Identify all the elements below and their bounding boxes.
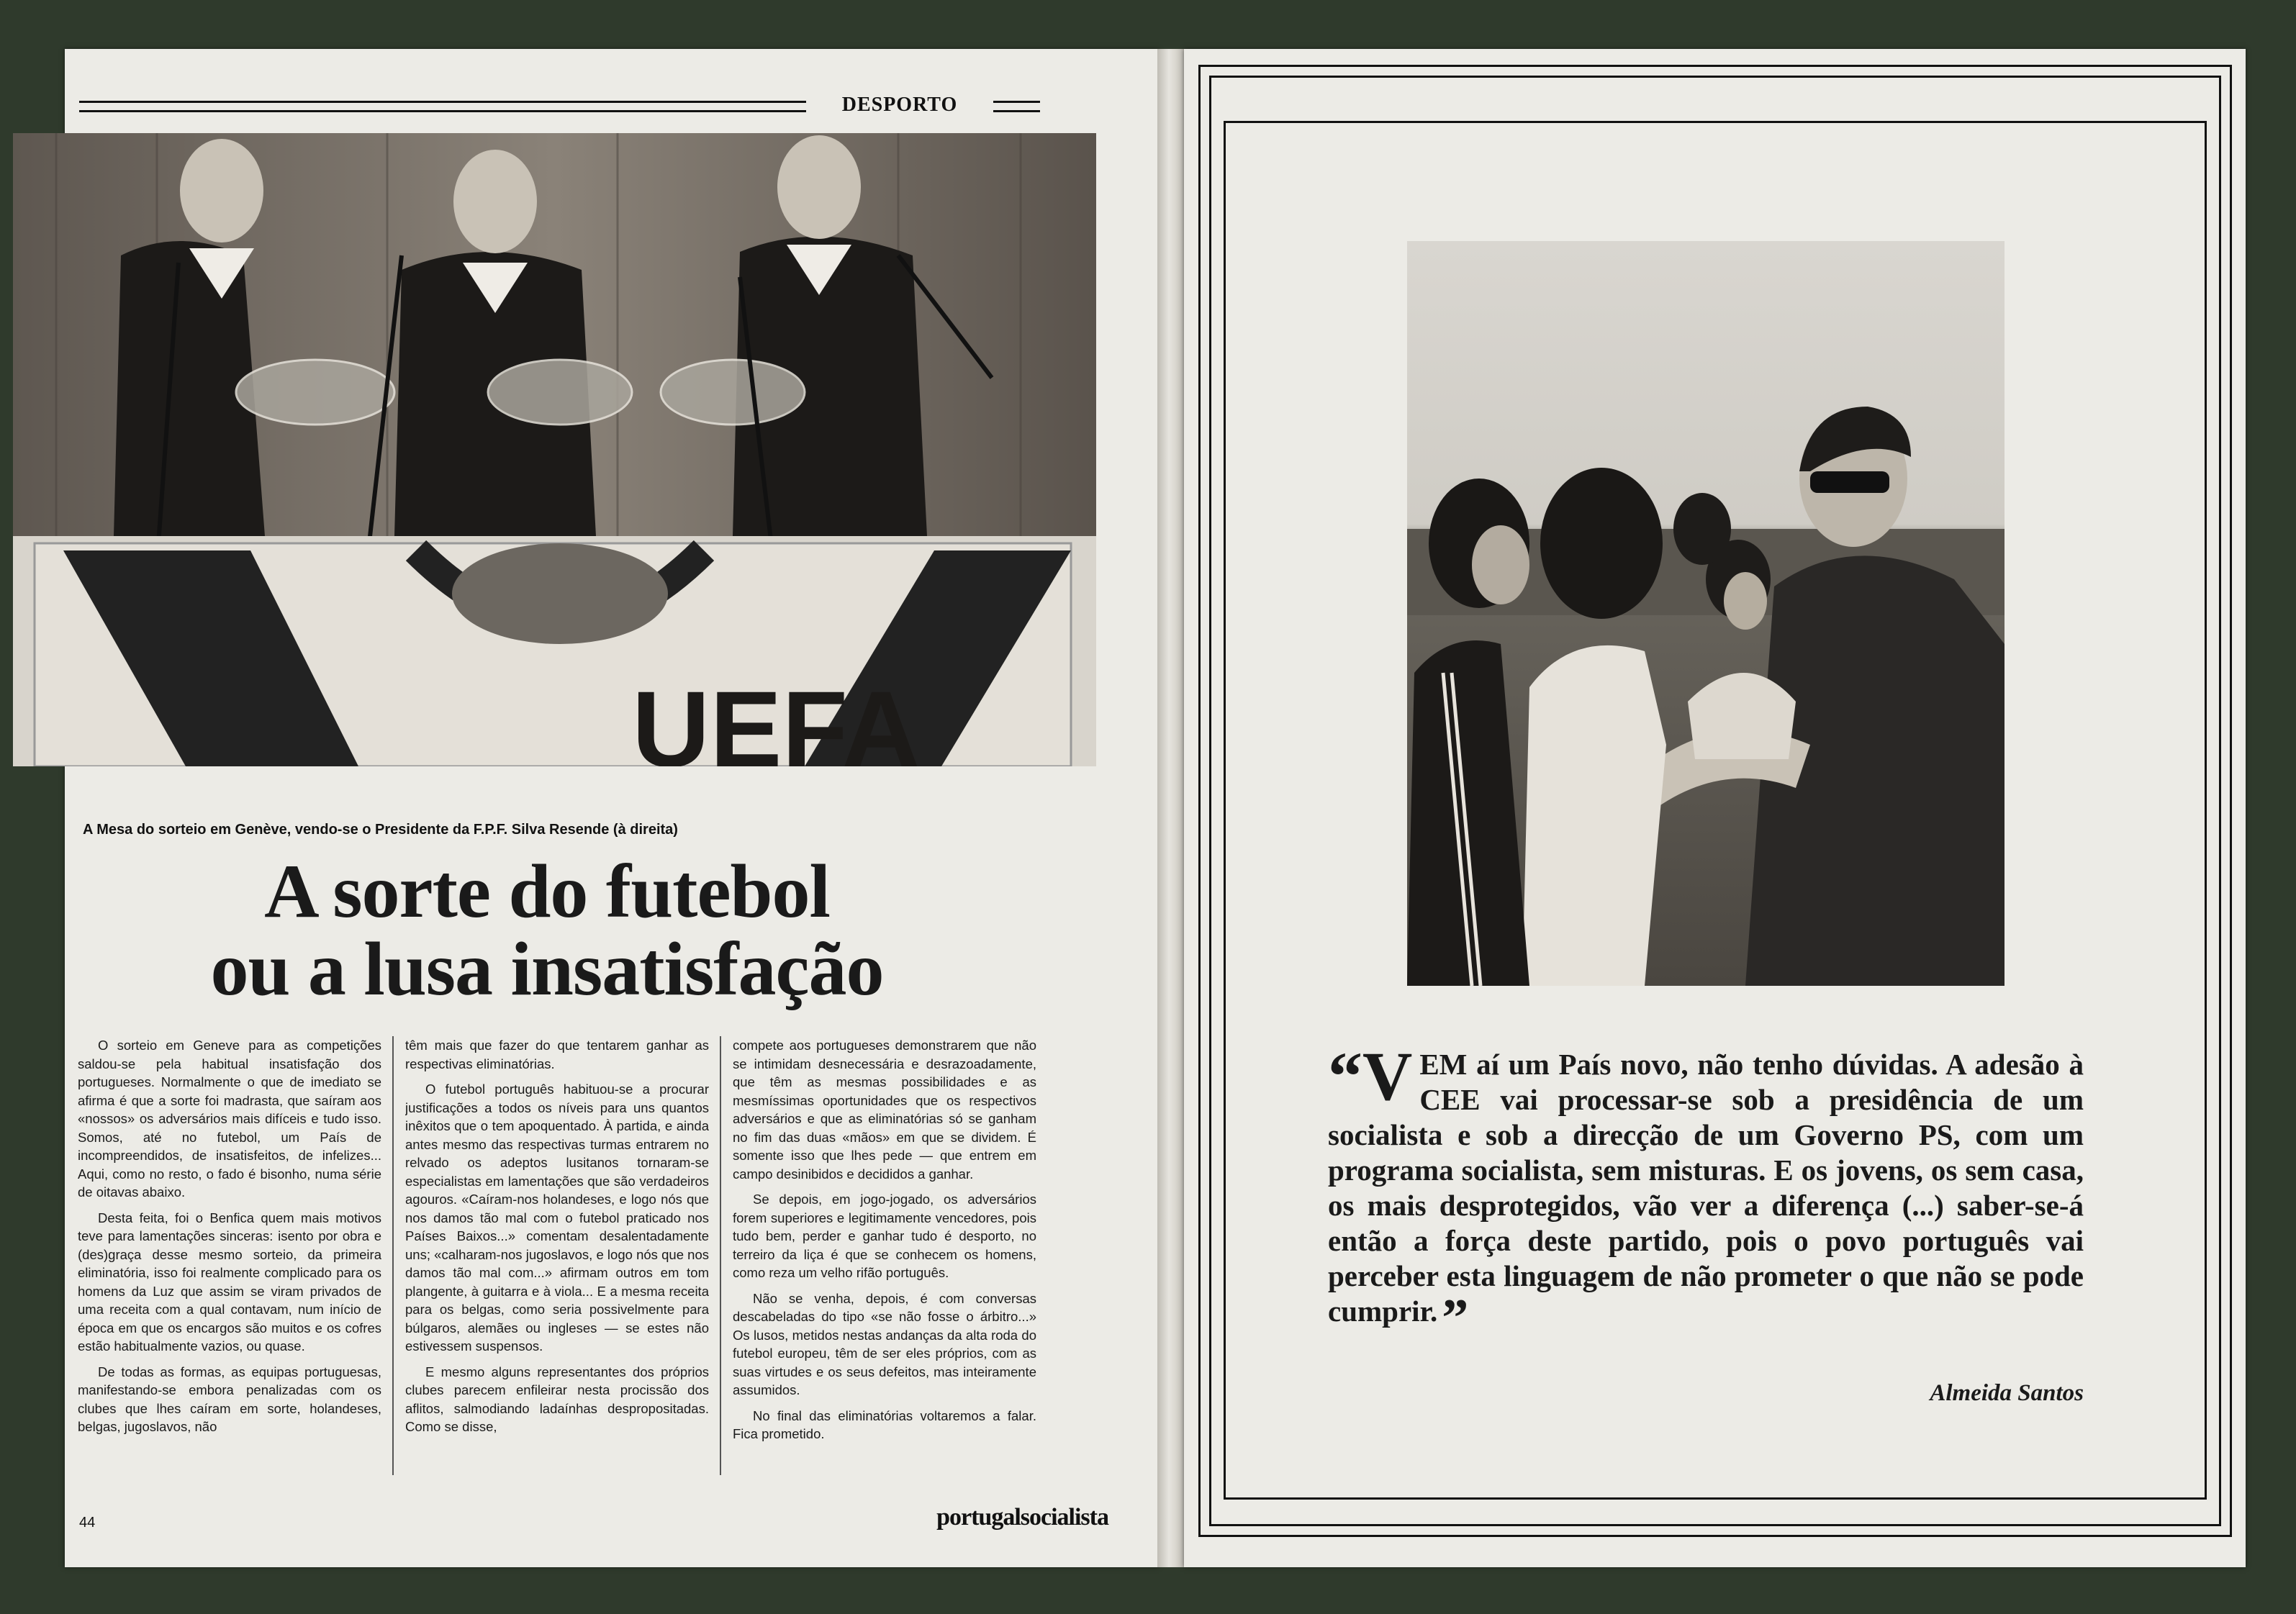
quote-open-mark: “ (1328, 1038, 1362, 1115)
paragraph: E mesmo alguns representantes dos próprios clubes parecem enfileirar nesta procissão dos aflitos, salmodiando ladaínhas despropositadas. Como se disse, (405, 1364, 709, 1434)
column-divider (392, 1036, 394, 1475)
article-column-3 (733, 1036, 1036, 1475)
paragraph: No final das eliminatórias voltaremos a falar. Fica prometido. (733, 1407, 1036, 1441)
greeting-photo-illustration (1407, 241, 2005, 986)
masthead-logo: portugalsocialista (936, 1504, 1108, 1531)
uefa-draw-photo-illustration (13, 133, 1096, 766)
headline-line-1: A sorte do futebol (264, 849, 830, 933)
paragraph: têm mais que fazer do que tentarem ganhar as respectivas eliminatórias. (405, 1038, 709, 1071)
article-headline (36, 849, 1058, 1011)
pull-quote (1328, 1038, 2084, 1348)
binding-gutter (1157, 49, 1186, 1567)
photo-caption: A Mesa do sorteio em Genève, vendo-se o Presidente da F.P.F. Silva Resende (à direita) (83, 822, 678, 838)
article-column-2 (405, 1036, 709, 1475)
header-rule-left (79, 101, 806, 112)
paragraph: O futebol português habituou-se a procurar justificações a todos os níveis para uns quantos inêxitos que o tem apoquentado. À partida, e ainda antes mesmo das respectivas turmas entrarem no relvado os adeptos lusitanos tornaram-se especialistas em lamentações que são verdadeiros agouros. «Caíram-nos holandeses, e logo nós que nos damos tão mal com o futebol praticado nos Países Baixos...» comentam desalentadamente uns; «calharam-nos jugoslavos, e logo nós que nos damos tão mal com...» afirmam outros em tom plangente, à guitarra e à viola... E a mesma receita para os belgas, como seria possivelmente para búlgaros, alemães ou ingleses — se estes não estivessem suspensos. (405, 1082, 709, 1354)
quote-text: EM aí um País novo, não tenho dúvidas. A adesão à CEE vai processar-se sob a presidência de um socialista e sob a direcção de um Governo PS, com um programa socialista, sem misturas. E os jovens, os sem casa, os mais desprotegidos, vão ver a diferença (...) saber-se-á então a força deste partido, pois o povo português vai perceber esta linguagem de não prometer o que não se pode cumprir. (1328, 1048, 2084, 1328)
paragraph: Não se venha, depois, é com conversas descabeladas do tipo «se não fosse o árbitro...» Os lusos, metidos nestas andanças da alta roda do futebol europeu, têm de ser eles próprios, com as suas virtudes e os seus defeitos, mas inteiramente assumidos. (733, 1290, 1036, 1397)
quote-close-mark: ” (1442, 1289, 1469, 1348)
page-number: 44 (79, 1515, 96, 1531)
quote-author: Almeida Santos (1930, 1380, 2084, 1406)
quote-drop-cap (1328, 1038, 1413, 1115)
greeting-photo (1407, 241, 2005, 986)
quote-initial: V (1362, 1038, 1413, 1115)
paragraph: De todas as formas, as equipas portuguesas, manifestando-se embora penalizadas com os clubes que lhes caíram em sorte, holandeses, belgas, jugoslavos, não (78, 1364, 381, 1434)
section-header (79, 94, 1040, 115)
headline-line-2: ou a lusa insatisfação (210, 927, 884, 1011)
paragraph: Se depois, em jogo-jogado, os adversários forem superiores e legitimamente vencedores, pois tudo bem, perder e ganhar tudo é desporto, no terreiro da liça é que se conhecem os homens, como reza um velho rifão português. (733, 1192, 1036, 1280)
paragraph: compete aos portugueses demonstrarem que não se intimidam desnecessária e desrazoadamente, que têm as mesmas possibilidades e as mesmíssimas oportunidades que os respectivos adversários e que as eliminatórias só se ganham no fim das duas «mãos» em que se dividem. É somente isso que lhes pede — que entrem em campo desinibidos e decididos a ganhar. (733, 1038, 1036, 1182)
paragraph: O sorteio em Geneve para as competições saldou-se pela habitual insatisfação dos portugueses. Normalmente o que de imediato se afirma é que a sorte foi madrasta, que saíram aos «nossos» os adversários mais difíceis e tudo isso. Somos, até no futebol, um País de incompreendidos, de insatisfeitos, de infelizes... Aqui, como no resto, o fado é bisonho, numa série de oitavas abaixo. (78, 1038, 381, 1200)
paragraph: Desta feita, foi o Benfica quem mais motivos teve para lamentações sinceras: isento por obra e (des)graça desse mesmo sorteio, da primeira eliminatória, isso foi realmente complicado para os homens da Luz que assim se viram privados de uma receita com a qual contavam, num início de época em que os encargos são muitos e os cofres estão habitualmente vazios, ou quase. (78, 1210, 381, 1354)
uefa-banner-text: UEFA (632, 668, 921, 766)
uefa-draw-photo (13, 133, 1096, 766)
article-column-1 (78, 1036, 381, 1475)
column-divider (720, 1036, 721, 1475)
article-body (78, 1036, 1039, 1475)
header-rule-right (993, 101, 1040, 112)
section-label: DESPORTO (841, 94, 958, 116)
